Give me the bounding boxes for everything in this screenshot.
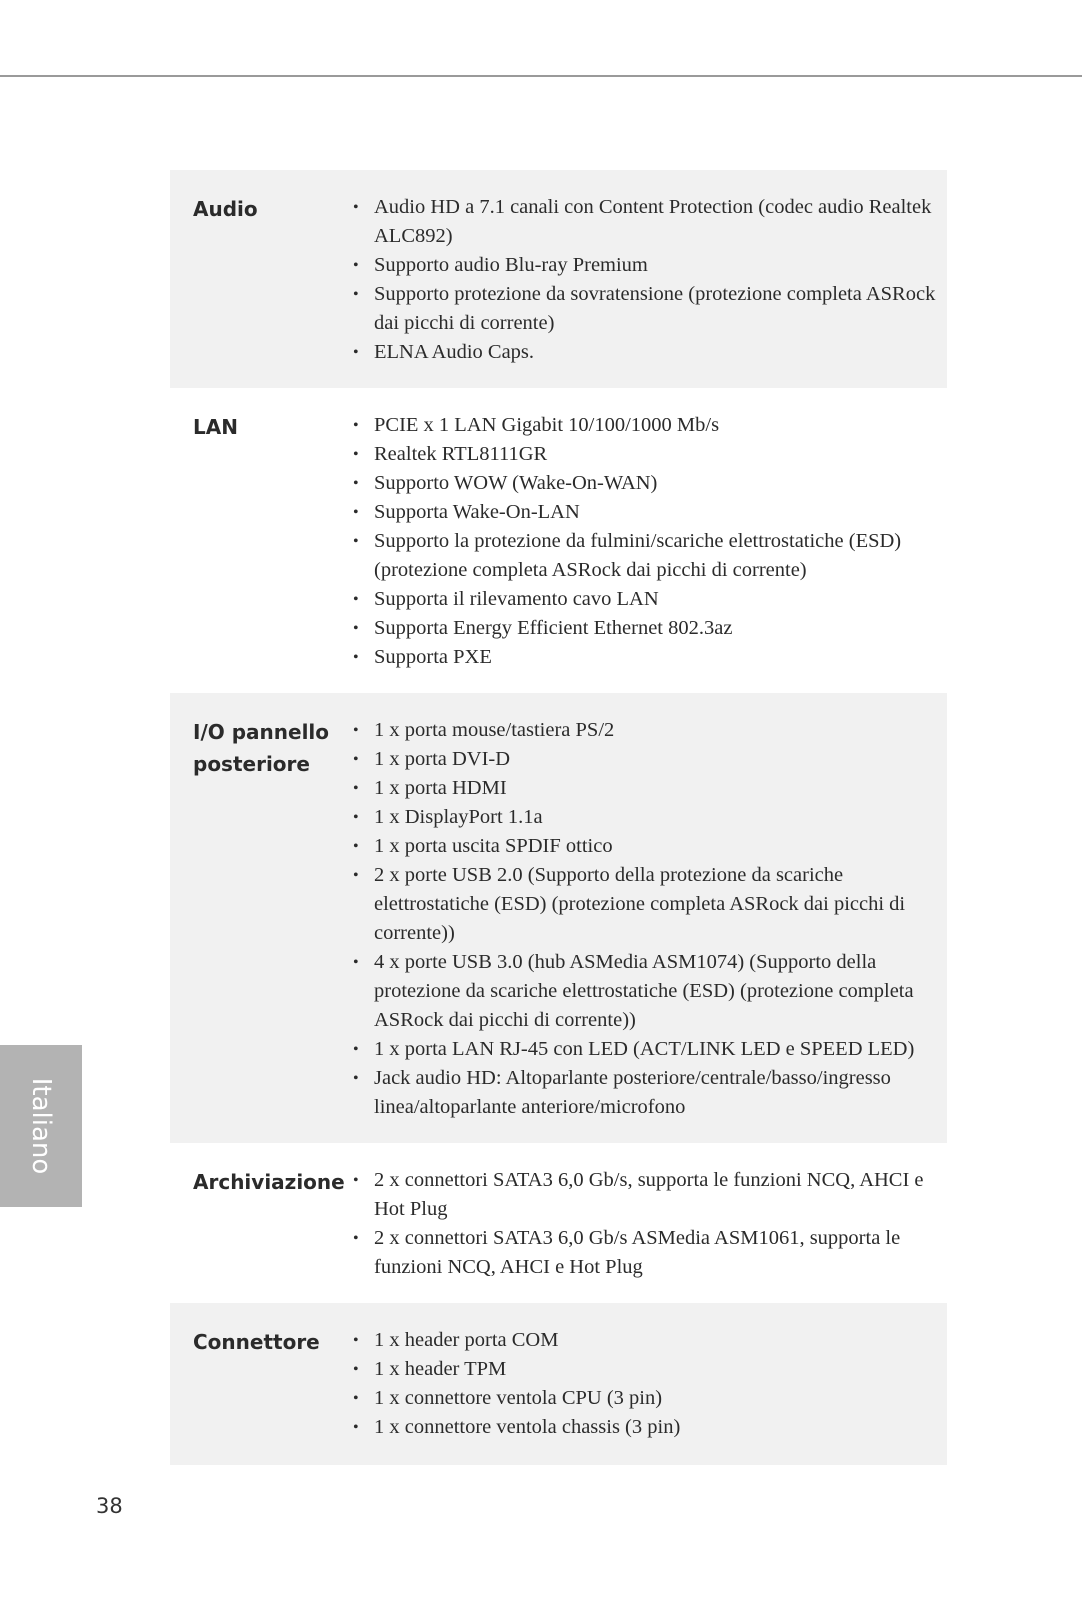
list-item-text: 1 x header TPM	[374, 1358, 507, 1380]
spec-list	[349, 1166, 947, 1282]
language-tab-label: Italiano	[26, 1077, 56, 1175]
spec-label-line: I/O pannello	[193, 720, 330, 744]
list-item-text: 2 x porte USB 2.0 (Supporto della protezione da scariche elettrostatiche (ESD) (protezione completa ASRock dai picchi di corrente))	[374, 864, 906, 944]
list-item	[349, 1413, 947, 1442]
list-item-text: Supporta Energy Efficient Ethernet 802.3az	[374, 617, 733, 639]
spec-row-connector	[170, 1303, 947, 1465]
list-item	[349, 440, 947, 469]
list-item-text: Audio HD a 7.1 canali con Content Protection (codec audio Realtek ALC892)	[374, 196, 932, 247]
spec-label-line: Connettore	[193, 1330, 320, 1354]
list-item	[349, 1326, 947, 1355]
spec-label-line: Audio	[193, 197, 258, 221]
bullet-icon: •	[353, 1390, 359, 1407]
bullet-icon: •	[353, 1361, 359, 1378]
list-item-text: 1 x connettore ventola chassis (3 pin)	[374, 1416, 681, 1438]
bullet-icon: •	[353, 344, 359, 361]
list-item-text: PCIE x 1 LAN Gigabit 10/100/1000 Mb/s	[374, 414, 720, 436]
spec-label	[170, 716, 349, 1122]
spec-row-lan	[170, 388, 947, 693]
list-item-text: Supporta PXE	[374, 646, 492, 668]
bullet-icon: •	[353, 591, 359, 608]
spec-row-audio	[170, 170, 947, 388]
list-item	[349, 861, 947, 948]
list-item	[349, 251, 947, 280]
list-item	[349, 643, 947, 672]
bullet-icon: •	[353, 954, 359, 971]
list-item-text: 1 x porta HDMI	[374, 777, 507, 799]
bullet-icon: •	[353, 838, 359, 855]
bullet-icon: •	[353, 286, 359, 303]
list-item	[349, 527, 947, 585]
spec-label	[170, 193, 349, 367]
language-side-tab	[0, 1045, 82, 1207]
spec-label	[170, 411, 349, 672]
list-item-text: Jack audio HD: Altoparlante posteriore/centrale/basso/ingresso linea/altoparlante anteriore/microfono	[374, 1067, 891, 1118]
bullet-icon: •	[353, 257, 359, 274]
list-item-text: 2 x connettori SATA3 6,0 Gb/s, supporta le funzioni NCQ, AHCI e Hot Plug	[374, 1169, 924, 1220]
list-item-text: Supporto protezione da sovratensione (protezione completa ASRock dai picchi di corrente)	[374, 283, 936, 334]
list-item	[349, 1384, 947, 1413]
list-item-text: Supporto la protezione da fulmini/scariche elettrostatiche (ESD) (protezione completa ASRock dai picchi di corrente)	[374, 530, 902, 581]
list-item	[349, 774, 947, 803]
list-item-text: Supporta il rilevamento cavo LAN	[374, 588, 659, 610]
list-item-text: Supporto WOW (Wake-On-WAN)	[374, 472, 658, 494]
bullet-icon: •	[353, 1172, 359, 1189]
spec-label-line: LAN	[193, 415, 238, 439]
bullet-icon: •	[353, 1419, 359, 1436]
list-item	[349, 411, 947, 440]
list-item	[349, 803, 947, 832]
list-item-text: 1 x connettore ventola CPU (3 pin)	[374, 1387, 663, 1409]
bullet-icon: •	[353, 533, 359, 550]
bullet-icon: •	[353, 867, 359, 884]
spec-list	[349, 716, 947, 1122]
list-item-text: 1 x porta mouse/tastiera PS/2	[374, 719, 615, 741]
bullet-icon: •	[353, 417, 359, 434]
list-item-text: ELNA Audio Caps.	[374, 341, 535, 363]
spec-list	[349, 193, 947, 367]
list-item	[349, 585, 947, 614]
list-item	[349, 745, 947, 774]
bullet-icon: •	[353, 446, 359, 463]
spec-label	[170, 1166, 349, 1282]
bullet-icon: •	[353, 751, 359, 768]
bullet-icon: •	[353, 649, 359, 666]
bullet-icon: •	[353, 620, 359, 637]
spec-label-line: posteriore	[193, 752, 310, 776]
spec-row-rear-io	[170, 693, 947, 1143]
list-item-text: 1 x porta DVI-D	[374, 748, 511, 770]
header-rule	[0, 75, 1082, 77]
list-item-text: 4 x porte USB 3.0 (hub ASMedia ASM1074) (Supporto della protezione da scariche elettrostatiche (ESD) (protezione completa ASRock dai picchi di corrente))	[374, 951, 914, 1031]
page-number: 38	[96, 1494, 123, 1518]
bullet-icon: •	[353, 1041, 359, 1058]
list-item	[349, 193, 947, 251]
list-item-text: Supporta Wake-On-LAN	[374, 501, 580, 523]
bullet-icon: •	[353, 780, 359, 797]
bullet-icon: •	[353, 199, 359, 216]
list-item	[349, 948, 947, 1035]
list-item	[349, 832, 947, 861]
spec-list	[349, 1326, 947, 1442]
list-item-text: Supporto audio Blu-ray Premium	[374, 254, 648, 276]
list-item-text: 1 x porta LAN RJ-45 con LED (ACT/LINK LED e SPEED LED)	[374, 1038, 915, 1060]
list-item	[349, 1224, 947, 1282]
list-item	[349, 1166, 947, 1224]
list-item	[349, 1355, 947, 1384]
bullet-icon: •	[353, 475, 359, 492]
list-item	[349, 338, 947, 367]
spec-label	[170, 1326, 349, 1442]
list-item	[349, 614, 947, 643]
list-item-text: 1 x DisplayPort 1.1a	[374, 806, 543, 828]
spec-row-storage	[170, 1143, 947, 1303]
list-item-text: 1 x header porta COM	[374, 1329, 559, 1351]
list-item	[349, 280, 947, 338]
bullet-icon: •	[353, 1332, 359, 1349]
list-item-text: 1 x porta uscita SPDIF ottico	[374, 835, 613, 857]
bullet-icon: •	[353, 1230, 359, 1247]
list-item	[349, 469, 947, 498]
bullet-icon: •	[353, 1070, 359, 1087]
bullet-icon: •	[353, 809, 359, 826]
bullet-icon: •	[353, 722, 359, 739]
list-item	[349, 716, 947, 745]
list-item	[349, 1035, 947, 1064]
list-item-text: 2 x connettori SATA3 6,0 Gb/s ASMedia ASM1061, supporta le funzioni NCQ, AHCI e Hot Plug	[374, 1227, 901, 1278]
list-item-text: Realtek RTL8111GR	[374, 443, 548, 465]
spec-label-line: Archiviazione	[193, 1170, 345, 1194]
list-item	[349, 1064, 947, 1122]
bullet-icon: •	[353, 504, 359, 521]
spec-table	[170, 170, 947, 1465]
list-item	[349, 498, 947, 527]
spec-list	[349, 411, 947, 672]
